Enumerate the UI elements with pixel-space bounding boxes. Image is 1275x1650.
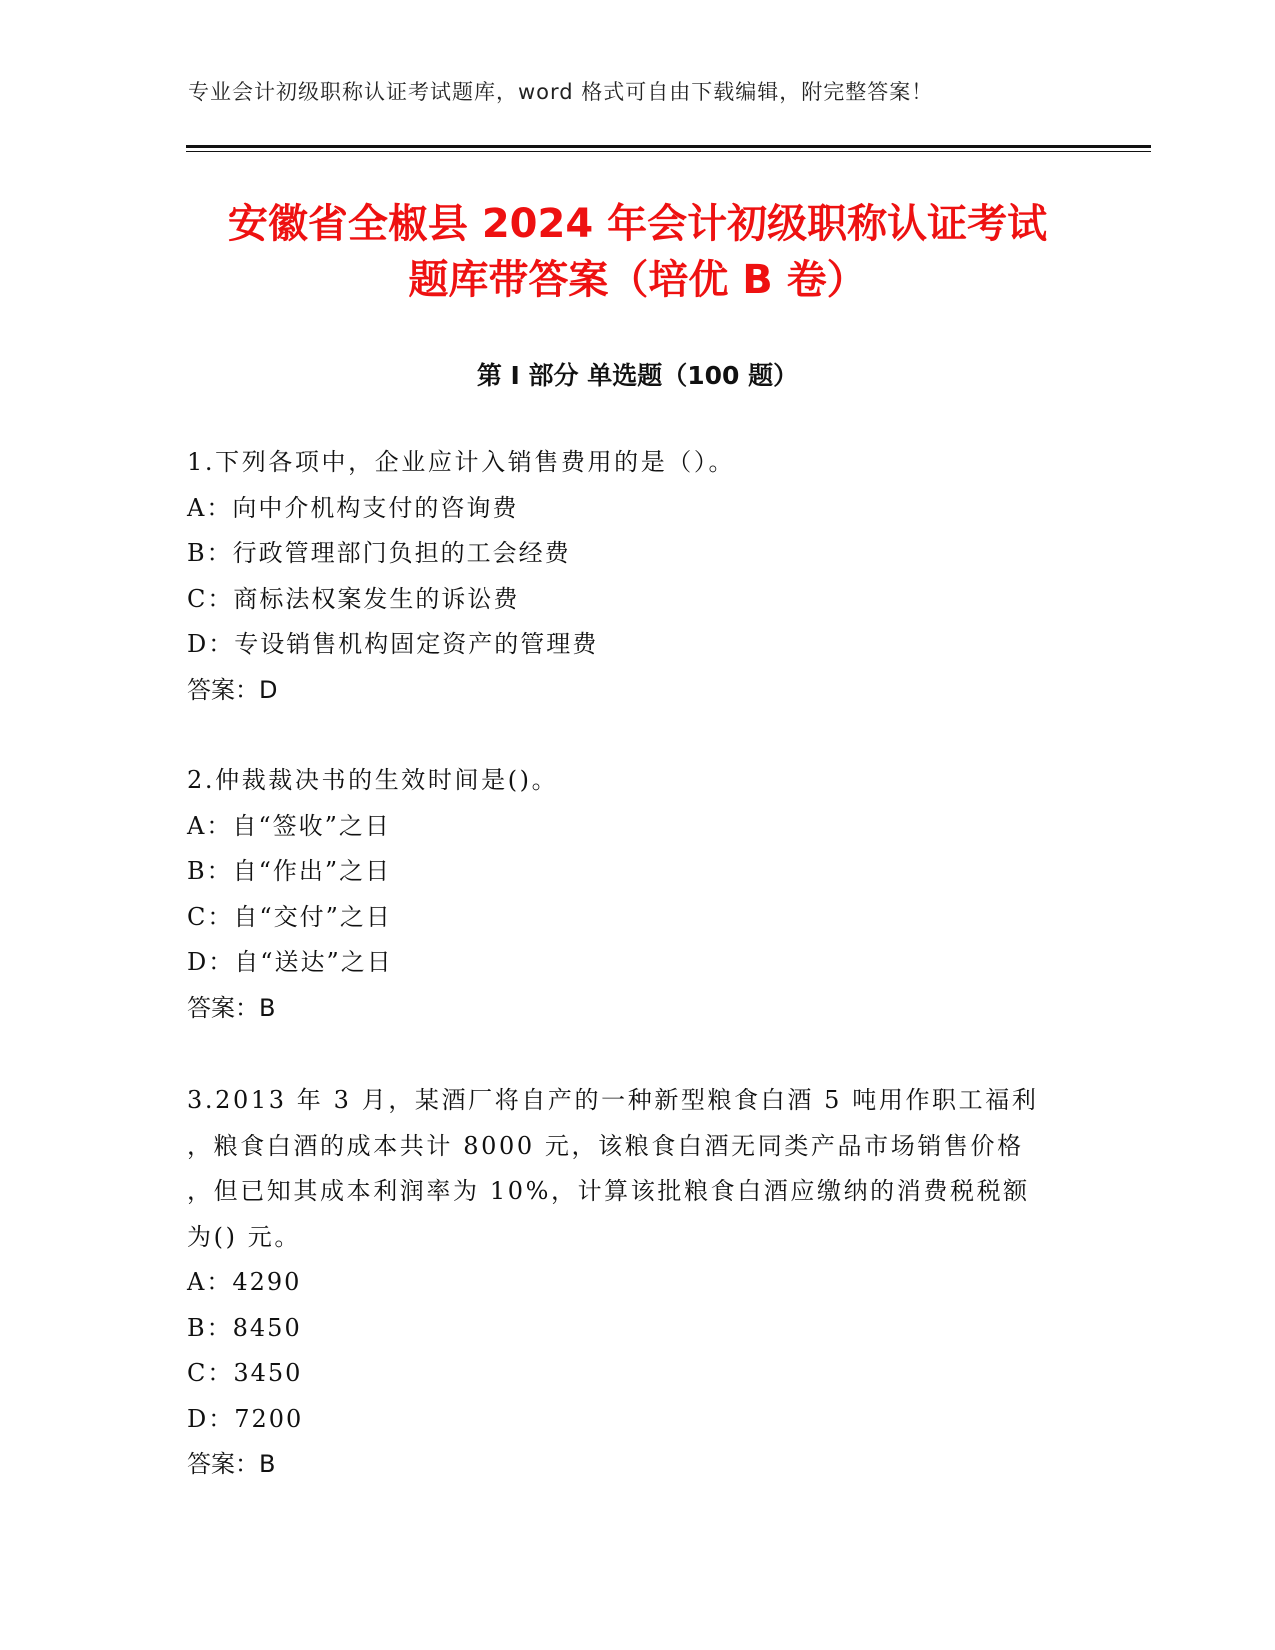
question-stem-line: ，但已知其成本利润率为 10%，计算该批粮食白酒应缴纳的消费税税额 bbox=[187, 1177, 1030, 1205]
question-3 bbox=[187, 1078, 1087, 1488]
option-b: B：8450 bbox=[187, 1313, 302, 1342]
answer-line: 答案：B bbox=[187, 993, 276, 1022]
option-c: C：自“交付”之日 bbox=[187, 902, 392, 931]
header-note: 专业会计初级职称认证考试题库，word 格式可自由下载编辑，附完整答案！ bbox=[188, 80, 934, 104]
header-divider-thin bbox=[186, 151, 1151, 152]
section-title: 第 I 部分 单选题（100 题） bbox=[476, 361, 799, 390]
option-b: B：行政管理部门负担的工会经费 bbox=[187, 539, 571, 567]
question-stem bbox=[187, 758, 1087, 804]
question-stem-line: 为() 元。 bbox=[187, 1222, 301, 1251]
question-1 bbox=[187, 440, 1087, 713]
option-d: D：专设销售机构固定资产的管理费 bbox=[187, 630, 599, 658]
option-c: C：商标法权案发生的诉讼费 bbox=[187, 584, 520, 613]
title-line-2: 题库带答案（培优 B 卷） bbox=[408, 257, 867, 303]
question-2 bbox=[187, 758, 1087, 1031]
option-d: D：自“送达”之日 bbox=[187, 948, 393, 976]
answer-line: 答案：B bbox=[187, 1450, 276, 1478]
option-a: A：自“签收”之日 bbox=[187, 811, 391, 840]
question-stem-line: 3.2013 年 3 月，某酒厂将自产的一种新型粮食白酒 5 吨用作职工福利 bbox=[187, 1086, 1039, 1114]
question-stem-line: 1.下列各项中，企业应计入销售费用的是（）。 bbox=[187, 448, 736, 476]
option-b: B：自“作出”之日 bbox=[187, 857, 392, 885]
option-c: C：3450 bbox=[187, 1359, 303, 1387]
title-line-1: 安徽省全椒县 2024 年会计初级职称认证考试 bbox=[227, 201, 1048, 247]
question-stem-line: ，粮食白酒的成本共计 8000 元，该粮食白酒无同类产品市场销售价格 bbox=[187, 1131, 1024, 1160]
question-stem bbox=[187, 440, 1087, 486]
option-d: D：7200 bbox=[187, 1404, 304, 1433]
document-title bbox=[150, 196, 1125, 308]
option-a: A：向中介机构支付的咨询费 bbox=[187, 493, 519, 522]
question-stem-line: 2.仲裁裁决书的生效时间是()。 bbox=[187, 766, 559, 794]
option-a: A：4290 bbox=[187, 1268, 302, 1296]
answer-line: 答案：D bbox=[187, 675, 278, 704]
header-divider-thick bbox=[186, 145, 1151, 148]
question-stem bbox=[187, 1078, 1087, 1260]
